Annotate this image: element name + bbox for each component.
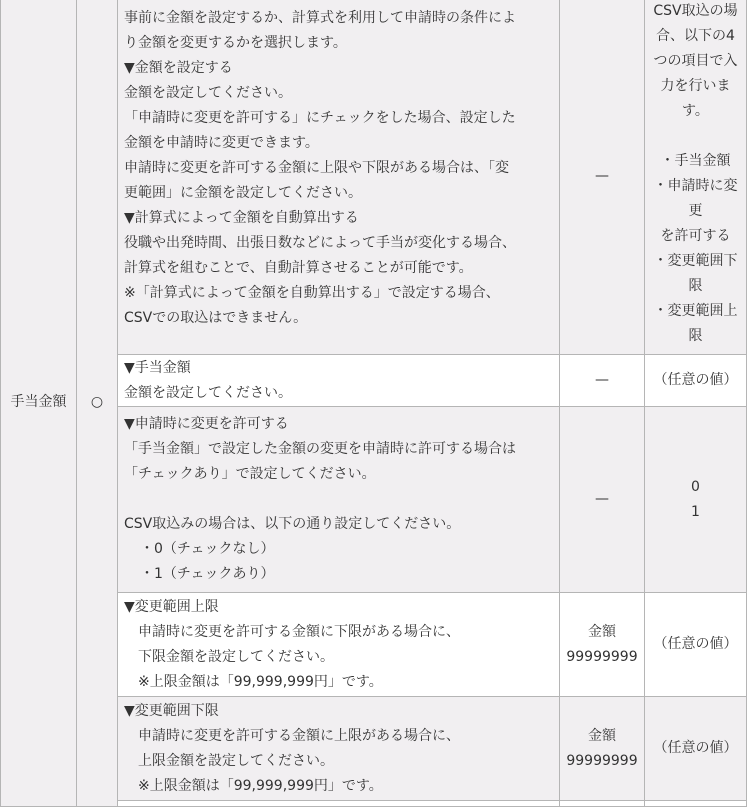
csv-cell xyxy=(645,0,747,355)
csv-line: つの項目で入 xyxy=(653,53,738,69)
csv-line: 合、以下の4 xyxy=(656,28,735,44)
csv-value: 0 xyxy=(691,478,700,495)
description-line: 金額を申請時に変更できます。 xyxy=(124,135,319,151)
csv-value: 1 xyxy=(691,503,700,520)
required-cell xyxy=(77,0,118,807)
next-row-cell xyxy=(118,801,560,807)
description-line xyxy=(124,487,553,512)
csv-cell xyxy=(645,593,747,697)
description-line: ※上限金額は「99,999,999円」です。 xyxy=(138,777,383,794)
max-label: 金額 xyxy=(588,727,616,744)
required-mark: ○ xyxy=(90,394,104,410)
description-line: 事前に金額を設定するか、計算式を利用して申請時の条件によ xyxy=(124,10,516,26)
csv-line xyxy=(649,124,742,149)
next-row-cell xyxy=(645,801,747,807)
max-length-value: — xyxy=(595,168,609,184)
description-cell xyxy=(118,697,560,801)
max-value: 99999999 xyxy=(566,752,638,769)
description-line: 役職や出発時間、出張日数などによって手当が変化する場合、 xyxy=(124,235,516,251)
csv-line: 力を行いま xyxy=(660,78,731,94)
csv-value: （任意の値） xyxy=(653,740,738,756)
description-line: ▼金額を設定する xyxy=(124,60,233,76)
description-cell xyxy=(118,355,560,407)
description-line: ・1（チェックあり） xyxy=(140,566,275,582)
description-line: 申請時に変更を許可する金額に上限がある場合に、 xyxy=(138,727,460,744)
description-line: ※上限金額は「99,999,999円」です。 xyxy=(138,673,383,690)
csv-line: ・申請時に変 xyxy=(653,178,738,194)
description-line: 「チェックあり」で設定してください。 xyxy=(124,466,376,482)
description-title: ▼変更範囲上限 xyxy=(124,598,219,615)
csv-line: 更 xyxy=(688,203,703,219)
description-line: 更範囲」に金額を設定してください。 xyxy=(124,185,362,201)
max-length-cell xyxy=(560,355,645,407)
description-line: 計算式を組むことで、自動計算させることが可能です。 xyxy=(124,260,473,276)
max-label: 金額 xyxy=(588,623,616,640)
csv-line: を許可する xyxy=(660,228,731,244)
csv-cell xyxy=(645,697,747,801)
max-length-value: — xyxy=(595,372,609,388)
description-line: ▼手当金額 xyxy=(124,359,191,376)
description-line: ・0（チェックなし） xyxy=(140,541,275,557)
description-line: ▼計算式によって金額を自動算出する xyxy=(124,210,359,226)
description-line: 「申請時に変更を許可する」にチェックをした場合、設定した xyxy=(124,110,516,126)
description-cell xyxy=(118,0,560,355)
table-row xyxy=(1,0,747,355)
description-line: 金額を設定してください。 xyxy=(124,384,292,401)
description-line: CSV取込みの場合は、以下の通り設定してください。 xyxy=(124,516,461,532)
csv-line: ・変更範囲上 xyxy=(653,303,738,319)
description-line: 上限金額を設定してください。 xyxy=(138,752,334,769)
csv-line: CSV取込の場 xyxy=(653,3,738,19)
csv-line: 限 xyxy=(688,328,703,344)
field-name-cell xyxy=(1,0,77,807)
csv-cell xyxy=(645,407,747,593)
max-length-cell xyxy=(560,0,645,355)
description-line: 「手当金額」で設定した金額の変更を申請時に許可する場合は xyxy=(124,441,516,457)
csv-value: （任意の値） xyxy=(653,636,738,652)
max-length-cell xyxy=(560,593,645,697)
csv-line: ・変更範囲下 xyxy=(653,253,738,269)
description-line: り金額を変更するかを選択します。 xyxy=(124,35,347,51)
max-length-cell xyxy=(560,697,645,801)
csv-line: ・手当金額 xyxy=(660,153,731,169)
field-name: 手当金額 xyxy=(10,394,67,410)
max-value: 99999999 xyxy=(566,648,638,665)
description-line: ※「計算式によって金額を自動算出する」で設定する場合、 xyxy=(124,285,500,301)
next-row-cell xyxy=(560,801,645,807)
csv-line: す。 xyxy=(682,103,709,119)
csv-line: 限 xyxy=(688,278,703,294)
max-length-cell xyxy=(560,407,645,593)
description-title: ▼変更範囲下限 xyxy=(124,702,219,719)
description-line: 金額を設定してください。 xyxy=(124,85,292,101)
description-line: 下限金額を設定してください。 xyxy=(138,648,334,665)
description-line: 申請時に変更を許可する金額に上限や下限がある場合は、「変 xyxy=(124,160,509,176)
csv-value: （任意の値） xyxy=(653,372,738,388)
description-line: CSVでの取込はできません。 xyxy=(124,310,308,326)
description-line: 申請時に変更を許可する金額に下限がある場合に、 xyxy=(138,623,460,640)
description-line: ▼申請時に変更を許可する xyxy=(124,416,289,432)
csv-cell xyxy=(645,355,747,407)
description-cell xyxy=(118,407,560,593)
max-length-value: — xyxy=(595,491,609,507)
description-cell xyxy=(118,593,560,697)
